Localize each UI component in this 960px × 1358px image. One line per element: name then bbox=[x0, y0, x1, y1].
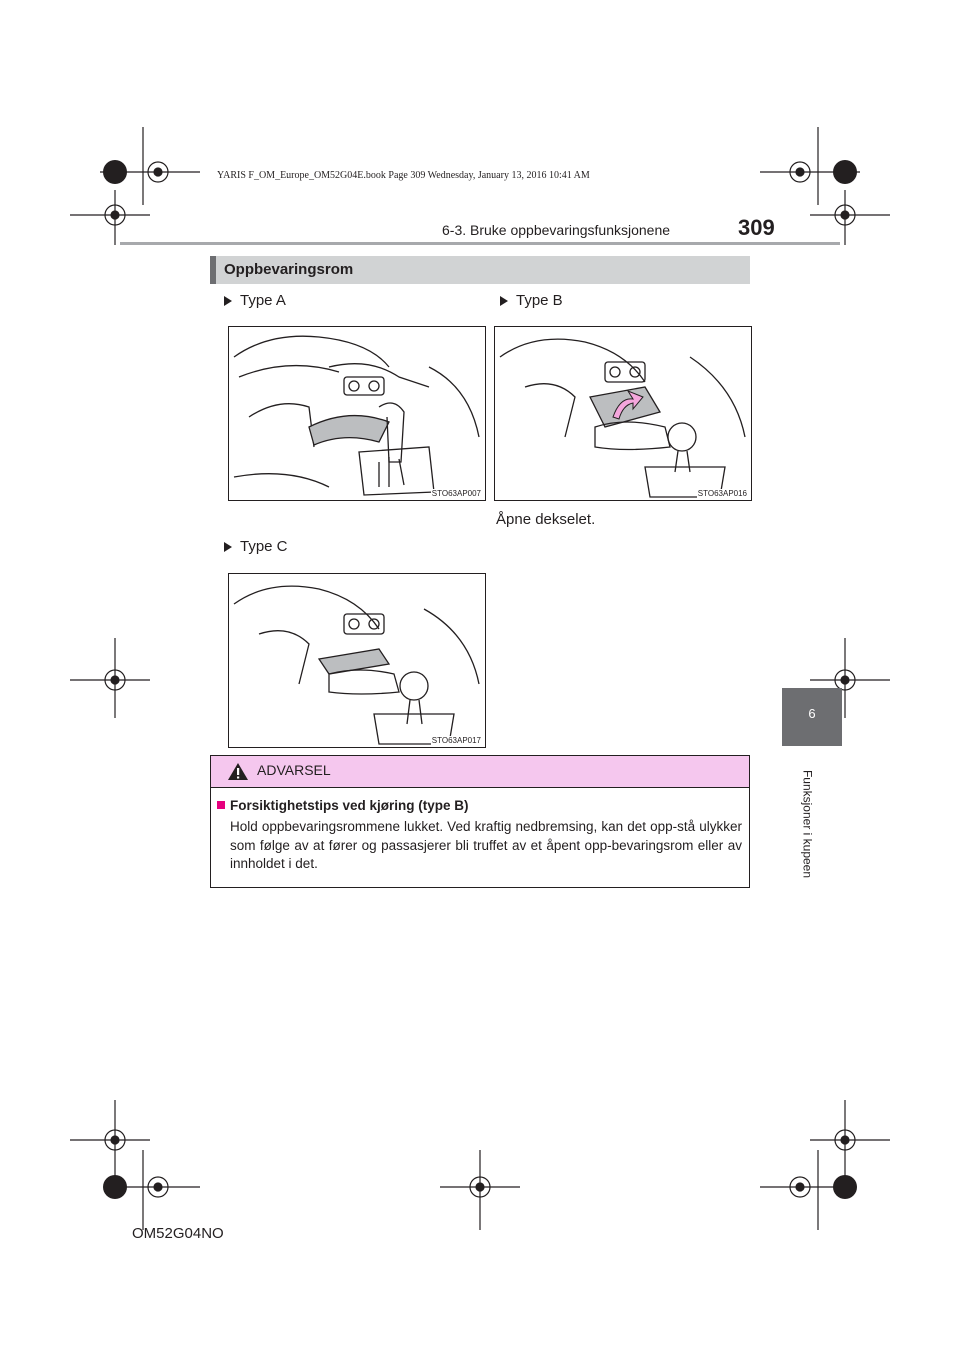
figure-label: STO63AP017 bbox=[431, 736, 481, 745]
header-rule bbox=[120, 242, 840, 245]
figure-label: STO63AP016 bbox=[697, 489, 747, 498]
footer-code: OM52G04NO bbox=[132, 1225, 224, 1242]
heading-text: Oppbevaringsrom bbox=[224, 261, 354, 278]
chapter-label: Funksjoner i kupeen bbox=[800, 769, 815, 879]
figure-type-c bbox=[228, 573, 486, 748]
section-title: 6-3. Bruke oppbevaringsfunksjonene bbox=[442, 222, 671, 238]
warning-triangle-icon bbox=[227, 762, 249, 781]
triangle-bullet-icon bbox=[224, 296, 232, 306]
figure-type-a bbox=[228, 326, 486, 501]
caption-type-a: Type A bbox=[224, 292, 286, 309]
caption-type-c: Type C bbox=[224, 538, 288, 555]
console-illustration-b bbox=[495, 327, 751, 500]
warning-body: Hold oppbevaringsrommene lukket. Ved kraftig nedbremsing, kan det opp-stå ulykker som følge av at fører og passasjerer bli truffet av et åpent opp-bevaringsrom eller av innholdet i det. bbox=[230, 819, 742, 871]
triangle-bullet-icon bbox=[500, 296, 508, 306]
figure-label: STO63AP007 bbox=[431, 489, 481, 498]
instruction-open-cover: Åpne dekselet. bbox=[496, 511, 596, 528]
warning-title: ADVARSEL bbox=[257, 762, 331, 778]
warning-box bbox=[210, 755, 750, 888]
chapter-number: 6 bbox=[808, 706, 816, 721]
heading-accent bbox=[210, 256, 216, 284]
console-illustration-a bbox=[229, 327, 485, 500]
warning-subtitle: Forsiktighetstips ved kjøring (type B) bbox=[217, 798, 469, 813]
caption-type-b: Type B bbox=[500, 292, 563, 309]
book-info-line: YARIS F_OM_Europe_OM52G04E.book Page 309 Wednesday, January 13, 2016 10:41 AM bbox=[217, 170, 590, 181]
figure-type-b bbox=[494, 326, 752, 501]
page-number: 309 bbox=[738, 215, 775, 240]
square-bullet-icon bbox=[217, 801, 225, 809]
warning-header bbox=[211, 756, 749, 788]
console-illustration-c bbox=[229, 574, 485, 747]
section-heading bbox=[210, 256, 750, 284]
triangle-bullet-icon bbox=[224, 542, 232, 552]
chapter-tab bbox=[782, 688, 842, 746]
